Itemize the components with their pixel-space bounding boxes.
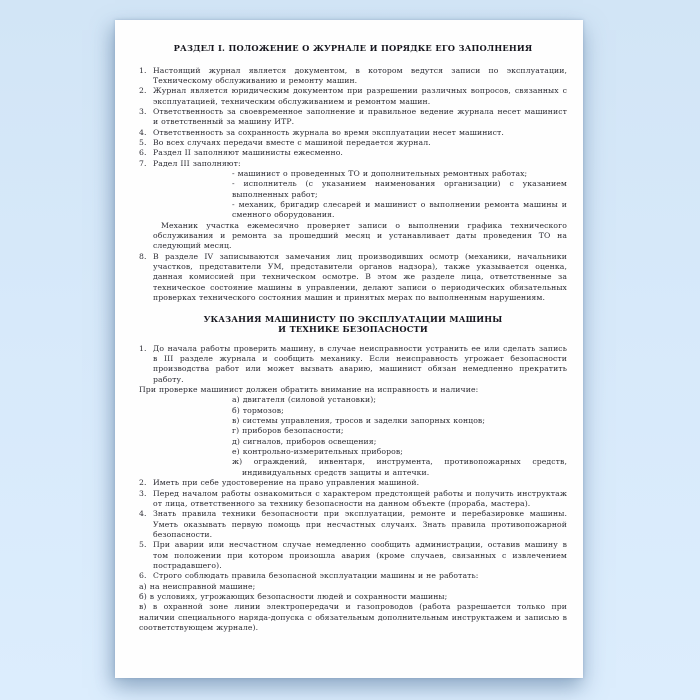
check-item-b: б) тормозов; [232, 405, 284, 415]
item-number: 2. [139, 478, 147, 488]
s2-item-5 [139, 540, 567, 571]
item-number: 6. [139, 148, 147, 158]
item-text: В разделе IV записываются замечания лиц производивших осмотр (механики, начальники участков, представители УМ, представители органов надзора), также указывается оценка, данная комиссией при техническом осмотре. В этом же разделе лица, ответственные за техническое состояние машины в управлении, делают записи о периодических обязательных проверках технического состояния машин и принятых мерах по выполненным нарушениям. [153, 251, 567, 303]
s1-item-1 [139, 66, 567, 87]
item-text: Иметь при себе удостоверение на право управления машиной. [153, 478, 420, 488]
s1-item-7 [139, 159, 567, 169]
check-item-a: а) двигателя (силовой установки); [232, 395, 377, 405]
document-page [115, 20, 583, 678]
s2-item-3 [139, 489, 567, 510]
item-number: 1. [139, 343, 147, 353]
s1-sub-item-3: - механик, бригадир слесарей и машинист о выполнении ремонта машины и сменного оборудования. [232, 200, 567, 220]
item-number: 7. [139, 158, 147, 168]
item-text: Журнал является юридическим документом при разрешении различных вопросов, связанных с эксплуатацией, техническим обслуживанием и ремонтом машин. [153, 86, 567, 106]
item-number: 1. [139, 65, 147, 75]
item-number: 2. [139, 86, 147, 96]
item-text: Знать правила техники безопасности при эксплуатации, ремонте и перебазировке машины. Уметь оказывать первую помощь при несчастных случаях. Знать правила противопожарной безопасности. [153, 509, 567, 539]
section1-title: РАЗДЕЛ I. ПОЛОЖЕНИЕ О ЖУРНАЛЕ И ПОРЯДКЕ ЕГО ЗАПОЛНЕНИЯ [173, 43, 533, 53]
item-text: Раздел II заполняют машинисты ежесменно. [153, 148, 343, 158]
check-item-v: в) системы управления, тросов и заделки запорных концов; [232, 416, 486, 426]
section2-title-line2: И ТЕХНИКЕ БЕЗОПАСНОСТИ [278, 324, 428, 335]
s2-item-6 [139, 571, 567, 581]
s1-sub-item-1: - машинист о проведенных ТО и дополнительных ремонтных работах; [232, 169, 528, 179]
item-text: Перед началом работы ознакомиться с характером предстоящей работы и получить инструктаж от лица, ответственного за технику безопасности на данном объекте (прораба, мастера). [153, 488, 567, 508]
item-number: 5. [139, 138, 147, 147]
s1-item-8 [139, 252, 567, 304]
item-number: 4. [139, 127, 147, 137]
item-text: Настоящий журнал является документом, в котором ведутся записи по эксплуатации, Техническому обслуживанию и ремонту машин. [153, 65, 567, 85]
item-text: Ответственность за сохранность журнала во время эксплуатации несет машинист. [153, 127, 504, 137]
item-text: Строго соблюдать правила безопасной эксплуатации машины и не работать: [153, 571, 479, 581]
s1-item-6 [139, 148, 567, 158]
item-text: При аварии или несчастном случае немедленно сообщить администрации, оставив машину в том положении при котором произошла авария (кроме случаев, связанных с извлечением пострадавшего). [153, 540, 567, 570]
s1-sub-item-2: - исполнитель (с указанием наименования организации) с указанием выполненных работ; [232, 179, 567, 199]
check-item-zh: ж) ограждений, инвентаря, инструмента, противопожарных средств, индивидуальных средств защиты и аптечки. [232, 457, 567, 477]
check-item-d: д) сигналов, приборов освещения; [232, 436, 377, 446]
s1-item-5 [139, 138, 567, 148]
item-text: Во всех случаях передачи вместе с машиной передается журнал. [153, 138, 431, 147]
item-number: 4. [139, 509, 147, 519]
s2-item-4 [139, 509, 567, 540]
final-item-v: в) в охранной зоне линии электропередачи и газопроводов (работа разрешается только при наличии специального наряда-допуска с обязательным дополнительным инструктажем и записью в соответствующем журнале). [139, 602, 567, 632]
s1-item-4 [139, 128, 567, 138]
section2-title [139, 314, 567, 335]
check-item-g: г) приборов безопасности; [232, 426, 344, 436]
item-number: 3. [139, 488, 147, 498]
check-item-e: е) контрольно-измерительных приборов; [232, 447, 403, 457]
item-text: До начала работы проверить машину, в случае неисправности устранить ее или сделать запись в III разделе журнала и сообщить механику. Если неисправность угрожает безопасности производства работ или может вызвать аварию, машинист обязан немедленно прекратить работу. [153, 343, 567, 384]
s1-item-2 [139, 86, 567, 107]
document-content [139, 43, 567, 633]
section2-title-line1: УКАЗАНИЯ МАШИНИСТУ ПО ЭКСПЛУАТАЦИИ МАШИНЫ [203, 313, 503, 324]
check-intro: При проверке машинист должен обратить внимание на исправность и наличие: [139, 385, 479, 395]
item-text: Радел III заполняют: [153, 158, 241, 168]
item-number: 5. [139, 540, 147, 550]
s2-item-2 [139, 478, 567, 488]
mechanic-paragraph: Механик участка ежемесячно проверяет записи о выполнении графика технического обслуживания и ремонта за прошедший месяц и устанавливает даты проведения ТО на следующий месяц. [153, 220, 567, 251]
final-item-a: а) на неисправной машине; [139, 581, 256, 591]
s2-item-1 [139, 344, 567, 385]
item-number: 6. [139, 571, 147, 581]
item-number: 3. [139, 106, 147, 116]
final-item-b: б) в условиях, угрожающих безопасности людей и сохранности машины; [139, 591, 448, 601]
s1-item-3 [139, 107, 567, 128]
item-number: 8. [139, 251, 147, 261]
item-text: Ответственность за своевременное заполнение и правильное ведение журнала несет машинист и ответственный за машину ИТР. [153, 106, 567, 127]
